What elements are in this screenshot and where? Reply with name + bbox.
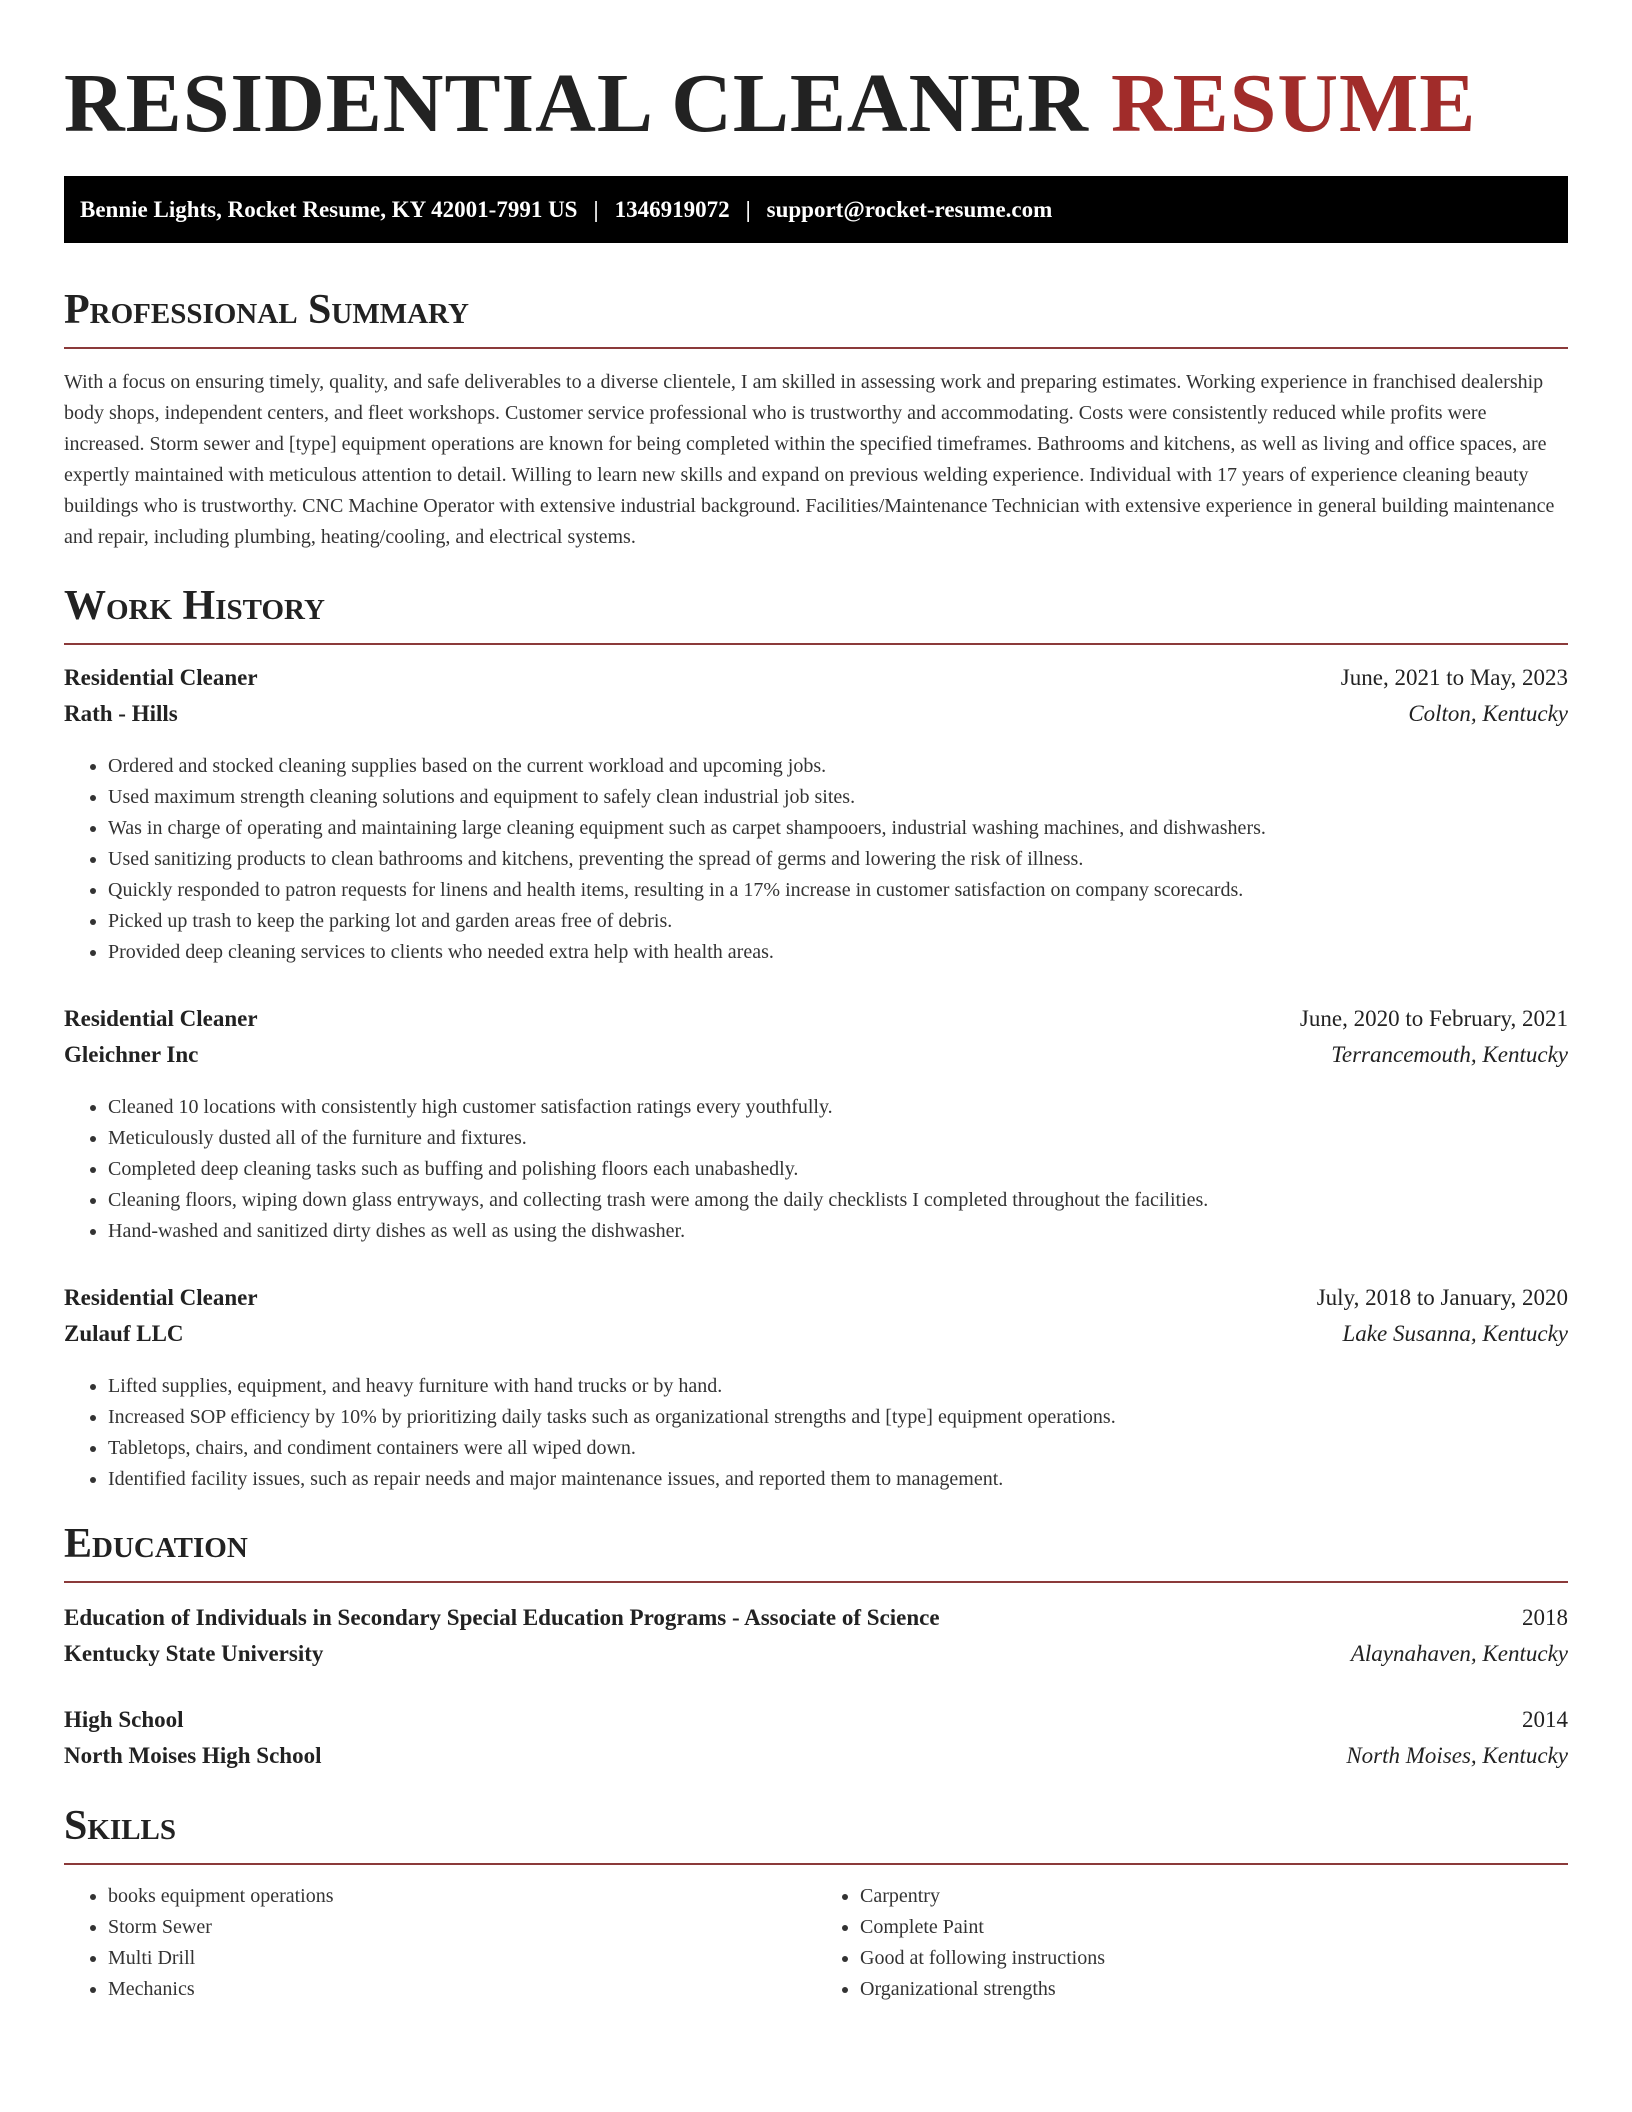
education-entry <box>64 1601 1568 1673</box>
list-item: • Provided deep cleaning services to clients who needed extra help with health areas. <box>108 937 1568 968</box>
list-item: • Was in charge of operating and maintaining large cleaning equipment such as carpet shampooers, industrial washing machines, and dishwashers. <box>108 813 1568 844</box>
job-entry <box>64 1281 1568 1495</box>
skills-column-left <box>64 1881 816 2005</box>
education-school: North Moises High School <box>64 1743 322 1768</box>
job-location: Terrancemouth, Kentucky <box>1331 1042 1568 1067</box>
list-item: • Meticulously dusted all of the furniture and fixtures. <box>108 1123 1568 1154</box>
section-title-work: Work History <box>64 583 1568 645</box>
resume-content <box>64 0 1568 2005</box>
skills-column-right <box>816 1881 1568 2005</box>
job-company: Gleichner Inc <box>64 1042 199 1067</box>
job-dates: June, 2021 to May, 2023 <box>1340 665 1568 690</box>
resume-title <box>64 57 1568 150</box>
list-item: • Ordered and stocked cleaning supplies based on the current workload and upcoming jobs. <box>108 751 1568 782</box>
job-company: Rath - Hills <box>64 701 178 726</box>
skill-item: • Organizational strengths <box>860 1974 1568 2005</box>
skill-item: • Complete Paint <box>860 1912 1568 1943</box>
job-location: Lake Susanna, Kentucky <box>1342 1321 1568 1346</box>
title-main: RESIDENTIAL CLEANER <box>64 57 1089 150</box>
job-dates: July, 2018 to January, 2020 <box>1316 1285 1568 1310</box>
education-degree: High School <box>64 1707 184 1732</box>
job-title: Residential Cleaner <box>64 665 258 690</box>
education-location: North Moises, Kentucky <box>1346 1743 1568 1768</box>
skill-item: • Storm Sewer <box>108 1912 816 1943</box>
list-item: • Picked up trash to keep the parking lot and garden areas free of debris. <box>108 906 1568 937</box>
education-section <box>64 1521 1568 1583</box>
list-item: • Cleaned 10 locations with consistently high customer satisfaction ratings every youthfully. <box>108 1092 1568 1123</box>
contact-address: Bennie Lights, Rocket Resume, KY 42001-7991 US <box>80 196 578 222</box>
list-item: • Increased SOP efficiency by 10% by prioritizing daily tasks such as organizational strengths and [type] equipment operations. <box>108 1402 1568 1433</box>
list-item: • Used maximum strength cleaning solutions and equipment to safely clean industrial job sites. <box>108 782 1568 813</box>
section-title-education: Education <box>64 1521 1568 1583</box>
list-item: • Cleaning floors, wiping down glass entryways, and collecting trash were among the daily checklists I completed throughout the facilities. <box>108 1185 1568 1216</box>
section-title-skills: Skills <box>64 1803 1568 1865</box>
job-bullets <box>64 1092 1568 1247</box>
list-item: • Hand-washed and sanitized dirty dishes as well as using the dishwasher. <box>108 1216 1568 1247</box>
education-school: Kentucky State University <box>64 1641 324 1666</box>
summary-section <box>64 287 1568 349</box>
contact-separator: | <box>593 196 599 222</box>
list-item: • Used sanitizing products to clean bathrooms and kitchens, preventing the spread of germs and lowering the risk of illness. <box>108 844 1568 875</box>
job-title: Residential Cleaner <box>64 1285 258 1310</box>
contact-email: support@rocket-resume.com <box>766 196 1053 222</box>
education-entry <box>64 1703 1568 1775</box>
title-accent: RESUME <box>1110 57 1477 150</box>
skill-item: • Multi Drill <box>108 1943 816 1974</box>
job-entry <box>64 1002 1568 1247</box>
education-year: 2018 <box>1522 1605 1568 1630</box>
job-company: Zulauf LLC <box>64 1321 184 1346</box>
skill-item: • books equipment operations <box>108 1881 816 1912</box>
contact-separator: | <box>745 196 751 222</box>
section-title-summary: Professional Summary <box>64 287 1568 349</box>
skill-item: • Carpentry <box>860 1881 1568 1912</box>
job-title: Residential Cleaner <box>64 1006 258 1031</box>
list-item: • Identified facility issues, such as repair needs and major maintenance issues, and reported them to management. <box>108 1464 1568 1495</box>
job-bullets <box>64 1371 1568 1495</box>
job-location: Colton, Kentucky <box>1408 701 1568 726</box>
work-section <box>64 583 1568 645</box>
contact-bar <box>64 176 1568 243</box>
list-item: • Lifted supplies, equipment, and heavy furniture with hand trucks or by hand. <box>108 1371 1568 1402</box>
education-year: 2014 <box>1522 1707 1568 1732</box>
job-dates: June, 2020 to February, 2021 <box>1299 1006 1568 1031</box>
contact-phone: 1346919072 <box>614 196 730 222</box>
skills-section <box>64 1803 1568 1865</box>
job-entry <box>64 661 1568 968</box>
skill-item: • Mechanics <box>108 1974 816 2005</box>
education-location: Alaynahaven, Kentucky <box>1350 1641 1568 1666</box>
education-degree: Education of Individuals in Secondary Special Education Programs - Associate of Science <box>64 1605 940 1630</box>
list-item: • Completed deep cleaning tasks such as buffing and polishing floors each unabashedly. <box>108 1154 1568 1185</box>
list-item: • Tabletops, chairs, and condiment containers were all wiped down. <box>108 1433 1568 1464</box>
summary-text: With a focus on ensuring timely, quality, and safe deliverables to a diverse clientele, I am skilled in assessing work and preparing estimates. Working experience in franchised dealership body shops, independent centers, and fleet workshops. Customer service professional who is trustworthy and accommodating. Costs were consistently reduced while profits were increased. Storm sewer and [type] equipment operations are known for being completed within the specified timeframes. Bathrooms and kitchens, as well as living and office spaces, are expertly maintained with meticulous attention to detail. Willing to learn new skills and expand on previous welding experience. Individual with 17 years of experience cleaning beauty buildings who is trustworthy. CNC Machine Operator with extensive industrial background. Facilities/Maintenance Technician with extensive experience in general building maintenance and repair, including plumbing, heating/cooling, and electrical systems. <box>64 371 1555 548</box>
list-item: • Quickly responded to patron requests for linens and health items, resulting in a 17% increase in customer satisfaction on company scorecards. <box>108 875 1568 906</box>
skill-item: • Good at following instructions <box>860 1943 1568 1974</box>
skills-list <box>64 1881 1568 2005</box>
job-bullets <box>64 751 1568 968</box>
